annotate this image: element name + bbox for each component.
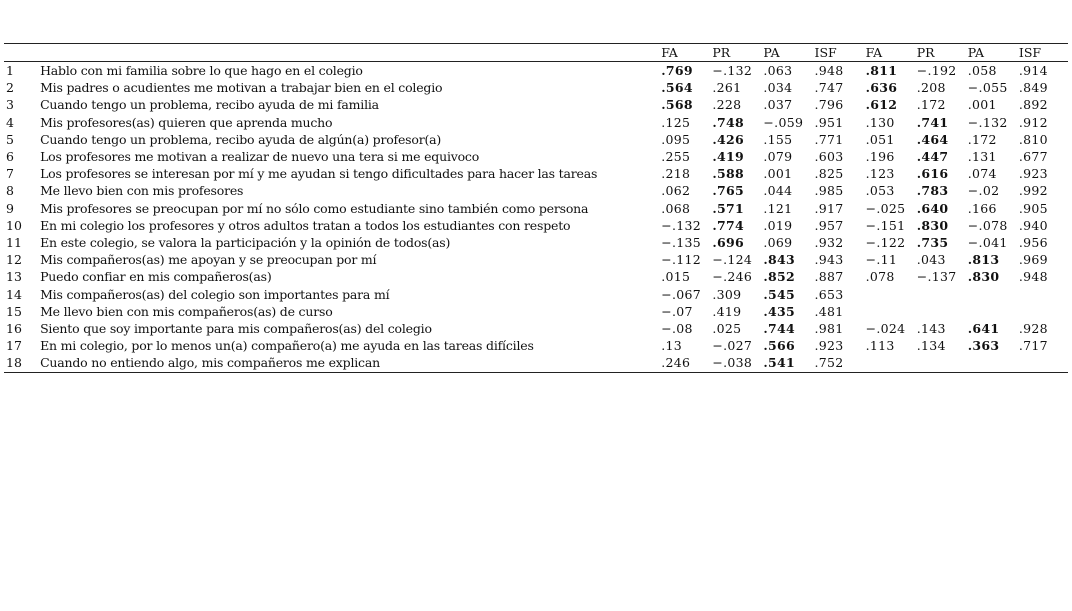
loading-value: −.132 xyxy=(712,63,753,78)
loading-value: .172 xyxy=(916,97,946,113)
item-number: 3 xyxy=(6,97,14,113)
loading-value: .208 xyxy=(916,80,946,96)
loading-value: .218 xyxy=(661,166,691,182)
loading-value: .783 xyxy=(916,183,949,199)
loading-value: .134 xyxy=(916,338,946,354)
item-number: 2 xyxy=(6,80,14,96)
loading-value: .541 xyxy=(761,354,812,372)
loading-value: .696 xyxy=(712,235,744,251)
loading-value: .748 xyxy=(712,114,744,130)
loading-value: .113 xyxy=(865,338,895,354)
loading-value: .914 xyxy=(1018,63,1048,78)
loading-value xyxy=(1017,286,1068,303)
header-isf: ISF xyxy=(813,44,864,62)
loading-value: .566 xyxy=(763,338,796,354)
table-row xyxy=(4,251,1068,268)
header-pa: PA xyxy=(761,44,812,62)
item-text: Cuando tengo un problema, recibo ayuda de algún(a) profesor(a) xyxy=(40,131,442,147)
table-row xyxy=(4,354,1068,372)
loading-value: .363 xyxy=(967,338,1000,354)
loading-value: .261 xyxy=(712,80,742,96)
table-row xyxy=(4,165,1068,182)
loading-value: −.025 xyxy=(865,200,906,216)
table-row xyxy=(4,337,1068,354)
loading-value xyxy=(966,354,1017,372)
loading-value: .923 xyxy=(1018,166,1048,182)
item-number: 6 xyxy=(6,149,14,165)
loading-value: .825 xyxy=(814,166,844,182)
loading-value: .255 xyxy=(661,149,691,165)
loading-value: −.067 xyxy=(661,286,702,302)
loading-value xyxy=(915,303,966,320)
loading-value: .969 xyxy=(1018,252,1048,268)
loading-value: −.08 xyxy=(661,321,693,337)
table-header xyxy=(4,44,1068,62)
loading-value: .095 xyxy=(661,131,691,147)
loading-value: .13 xyxy=(661,338,682,354)
loading-value: .309 xyxy=(712,286,742,302)
loading-value: .940 xyxy=(1018,217,1048,233)
table-row xyxy=(4,268,1068,285)
item-text: En mi colegio, por lo menos un(a) compañero(a) me ayuda en las tareas difíciles xyxy=(40,338,534,354)
loading-value: −.124 xyxy=(712,252,753,268)
loading-value: .435 xyxy=(763,303,796,319)
loading-value: −.135 xyxy=(661,235,702,251)
loading-value: .747 xyxy=(814,80,844,96)
item-number: 7 xyxy=(6,166,14,182)
loading-value xyxy=(864,354,915,372)
loading-value xyxy=(966,286,1017,303)
item-text: Cuando no entiendo algo, mis compañeros me explican xyxy=(40,354,659,372)
header-item xyxy=(40,44,659,62)
loading-value: .123 xyxy=(865,166,895,182)
item-text: Los profesores me motivan a realizar de nuevo una tera si me equivoco xyxy=(40,149,480,165)
loading-value: .571 xyxy=(712,200,744,216)
loading-value xyxy=(864,286,915,303)
header-number xyxy=(4,44,40,62)
header-fa: FA xyxy=(864,44,915,62)
table-row xyxy=(4,303,1068,320)
loading-value: .917 xyxy=(814,200,844,216)
loading-value: .985 xyxy=(814,183,844,199)
loading-value: .058 xyxy=(967,63,997,78)
loading-value: .830 xyxy=(916,217,949,233)
loading-value: −.078 xyxy=(967,217,1008,233)
loading-value: −.122 xyxy=(865,235,906,251)
loading-value: .125 xyxy=(661,114,691,130)
loading-value: −.151 xyxy=(865,217,906,233)
table-row xyxy=(4,114,1068,131)
item-text: En este colegio, se valora la participación y la opinión de todos(as) xyxy=(40,235,451,251)
loading-value: .419 xyxy=(712,303,742,319)
loading-value: .811 xyxy=(865,63,898,78)
header-pa: PA xyxy=(966,44,1017,62)
loading-value: .769 xyxy=(661,63,693,78)
loading-value: .130 xyxy=(865,114,895,130)
item-text: Siento que soy importante para mis compañeros(as) del colegio xyxy=(40,321,432,337)
factor-loadings-table-container xyxy=(4,43,1068,373)
loading-value: .843 xyxy=(763,252,796,268)
loading-value: .813 xyxy=(967,252,1000,268)
loading-value: .074 xyxy=(967,166,997,182)
loading-value: .653 xyxy=(814,286,844,302)
loading-value: .765 xyxy=(712,183,744,199)
loading-value: .155 xyxy=(763,131,793,147)
loading-value: .981 xyxy=(814,321,844,337)
loading-value: .044 xyxy=(763,183,793,199)
loading-value: .951 xyxy=(814,114,844,130)
loading-value: .053 xyxy=(865,183,895,199)
loading-value: .796 xyxy=(814,97,844,113)
loading-value: −.132 xyxy=(967,114,1008,130)
table-row xyxy=(4,286,1068,303)
loading-value: .636 xyxy=(865,80,898,96)
table-row xyxy=(4,62,1068,80)
table-body xyxy=(4,62,1068,373)
item-text: Los profesores se interesan por mí y me ayudan si tengo dificultades para hacer las tareas xyxy=(40,166,598,182)
loading-value: −.11 xyxy=(865,252,898,268)
loading-value: .228 xyxy=(712,97,742,113)
loading-value: .078 xyxy=(865,269,895,285)
loading-value: .943 xyxy=(814,252,844,268)
loading-value: −.055 xyxy=(967,80,1008,96)
item-number: 12 xyxy=(6,252,22,268)
item-number: 9 xyxy=(6,200,14,216)
loading-value xyxy=(1017,354,1068,372)
loading-value: .744 xyxy=(763,321,796,337)
item-number: 15 xyxy=(6,303,22,319)
header-pr: PR xyxy=(710,44,761,62)
loading-value: .143 xyxy=(916,321,946,337)
loading-value: .928 xyxy=(1018,321,1048,337)
loading-value: .641 xyxy=(967,321,1000,337)
item-number: 13 xyxy=(6,269,22,285)
item-text: Mis padres o acudientes me motivan a trabajar bien en el colegio xyxy=(40,80,443,96)
loading-value: .196 xyxy=(865,149,895,165)
loading-value: −.246 xyxy=(712,269,753,285)
table-row xyxy=(4,79,1068,96)
loading-value: .481 xyxy=(814,303,844,319)
loading-value: .131 xyxy=(967,149,997,165)
loading-value: .905 xyxy=(1018,200,1048,216)
loading-value: .034 xyxy=(763,80,793,96)
loading-value: .172 xyxy=(967,131,997,147)
loading-value: .588 xyxy=(712,166,744,182)
loading-value xyxy=(915,286,966,303)
item-number: 1 xyxy=(6,63,14,78)
loading-value: −.024 xyxy=(865,321,906,337)
loading-value: −.041 xyxy=(967,235,1008,251)
loading-value: .419 xyxy=(712,149,744,165)
loading-value: .932 xyxy=(814,235,844,251)
loading-value: .717 xyxy=(1018,338,1048,354)
item-number: 4 xyxy=(6,114,14,130)
loading-value: .956 xyxy=(1018,235,1048,251)
item-number: 10 xyxy=(6,217,22,233)
loading-value xyxy=(864,303,915,320)
loading-value: .735 xyxy=(916,235,949,251)
loading-value xyxy=(915,354,966,372)
table-row xyxy=(4,234,1068,251)
item-text: Cuando tengo un problema, recibo ayuda de mi familia xyxy=(40,97,379,113)
loading-value: −.192 xyxy=(916,63,957,78)
loading-value: .043 xyxy=(916,252,946,268)
header-fa: FA xyxy=(659,44,710,62)
loading-value: .062 xyxy=(661,183,691,199)
loading-value: .774 xyxy=(712,217,744,233)
item-number: 14 xyxy=(6,286,22,302)
loading-value: .752 xyxy=(813,354,864,372)
loading-value: .852 xyxy=(763,269,796,285)
loading-value: .923 xyxy=(814,338,844,354)
item-number: 11 xyxy=(6,235,22,251)
loading-value: .948 xyxy=(1018,269,1048,285)
loading-value: .051 xyxy=(865,131,895,147)
table-row xyxy=(4,320,1068,337)
loading-value: .246 xyxy=(659,354,710,372)
header-row xyxy=(4,44,1068,62)
table-row xyxy=(4,200,1068,217)
loading-value: .063 xyxy=(763,63,793,78)
item-number: 8 xyxy=(6,183,14,199)
loading-value xyxy=(966,303,1017,320)
item-text: Me llevo bien con mis compañeros(as) de curso xyxy=(40,303,333,319)
loading-value: .948 xyxy=(814,63,844,78)
loading-value: .677 xyxy=(1018,149,1048,165)
loading-value xyxy=(1017,303,1068,320)
table-row xyxy=(4,148,1068,165)
loading-value: −.112 xyxy=(661,252,702,268)
loading-value: .447 xyxy=(916,149,949,165)
loading-value: −.07 xyxy=(661,303,693,319)
item-text: Mis profesores se preocupan por mí no sólo como estudiante sino también como persona xyxy=(40,200,589,216)
item-number: 16 xyxy=(6,321,22,337)
loading-value: .068 xyxy=(661,200,691,216)
item-text: Hablo con mi familia sobre lo que hago en el colegio xyxy=(40,63,363,78)
item-text: Mis profesores(as) quieren que aprenda mucho xyxy=(40,114,333,130)
loading-value: .069 xyxy=(763,235,793,251)
loading-value: .121 xyxy=(763,200,793,216)
loading-value: .564 xyxy=(661,80,693,96)
factor-loadings-table xyxy=(4,43,1068,373)
loading-value: .019 xyxy=(763,217,793,233)
loading-value: .015 xyxy=(661,269,691,285)
loading-value: .166 xyxy=(967,200,997,216)
loading-value: .603 xyxy=(814,149,844,165)
loading-value: .037 xyxy=(763,97,793,113)
loading-value: .545 xyxy=(763,286,796,302)
header-pr: PR xyxy=(915,44,966,62)
loading-value: −.038 xyxy=(710,354,761,372)
loading-value: .001 xyxy=(967,97,997,113)
loading-value: .568 xyxy=(661,97,693,113)
loading-value: −.027 xyxy=(712,338,753,354)
loading-value: .992 xyxy=(1018,183,1048,199)
loading-value: −.137 xyxy=(916,269,957,285)
item-text: Puedo confiar en mis compañeros(as) xyxy=(40,269,272,285)
loading-value: .464 xyxy=(916,131,949,147)
loading-value: .887 xyxy=(814,269,844,285)
loading-value: .426 xyxy=(712,131,744,147)
loading-value: .001 xyxy=(763,166,793,182)
loading-value: .079 xyxy=(763,149,793,165)
table-row xyxy=(4,96,1068,113)
item-text: Me llevo bien con mis profesores xyxy=(40,183,244,199)
loading-value: −.059 xyxy=(763,114,804,130)
table-row xyxy=(4,131,1068,148)
loading-value: .892 xyxy=(1018,97,1048,113)
loading-value: .810 xyxy=(1018,131,1048,147)
table-row xyxy=(4,182,1068,199)
item-text: Mis compañeros(as) del colegio son importantes para mí xyxy=(40,286,390,302)
loading-value: .912 xyxy=(1018,114,1048,130)
item-number: 18 xyxy=(4,354,40,372)
loading-value: .616 xyxy=(916,166,949,182)
loading-value: −.132 xyxy=(661,217,702,233)
header-isf: ISF xyxy=(1017,44,1068,62)
loading-value: −.02 xyxy=(967,183,1000,199)
loading-value: .025 xyxy=(712,321,742,337)
item-text: En mi colegio los profesores y otros adultos tratan a todos los estudiantes con respeto xyxy=(40,217,571,233)
loading-value: .830 xyxy=(967,269,1000,285)
loading-value: .741 xyxy=(916,114,949,130)
loading-value: .771 xyxy=(814,131,844,147)
loading-value: .957 xyxy=(814,217,844,233)
loading-value: .640 xyxy=(916,200,949,216)
loading-value: .612 xyxy=(865,97,898,113)
table-row xyxy=(4,217,1068,234)
loading-value: .849 xyxy=(1018,80,1048,96)
item-number: 17 xyxy=(6,338,22,354)
item-number: 5 xyxy=(6,131,14,147)
item-text: Mis compañeros(as) me apoyan y se preocupan por mí xyxy=(40,252,377,268)
